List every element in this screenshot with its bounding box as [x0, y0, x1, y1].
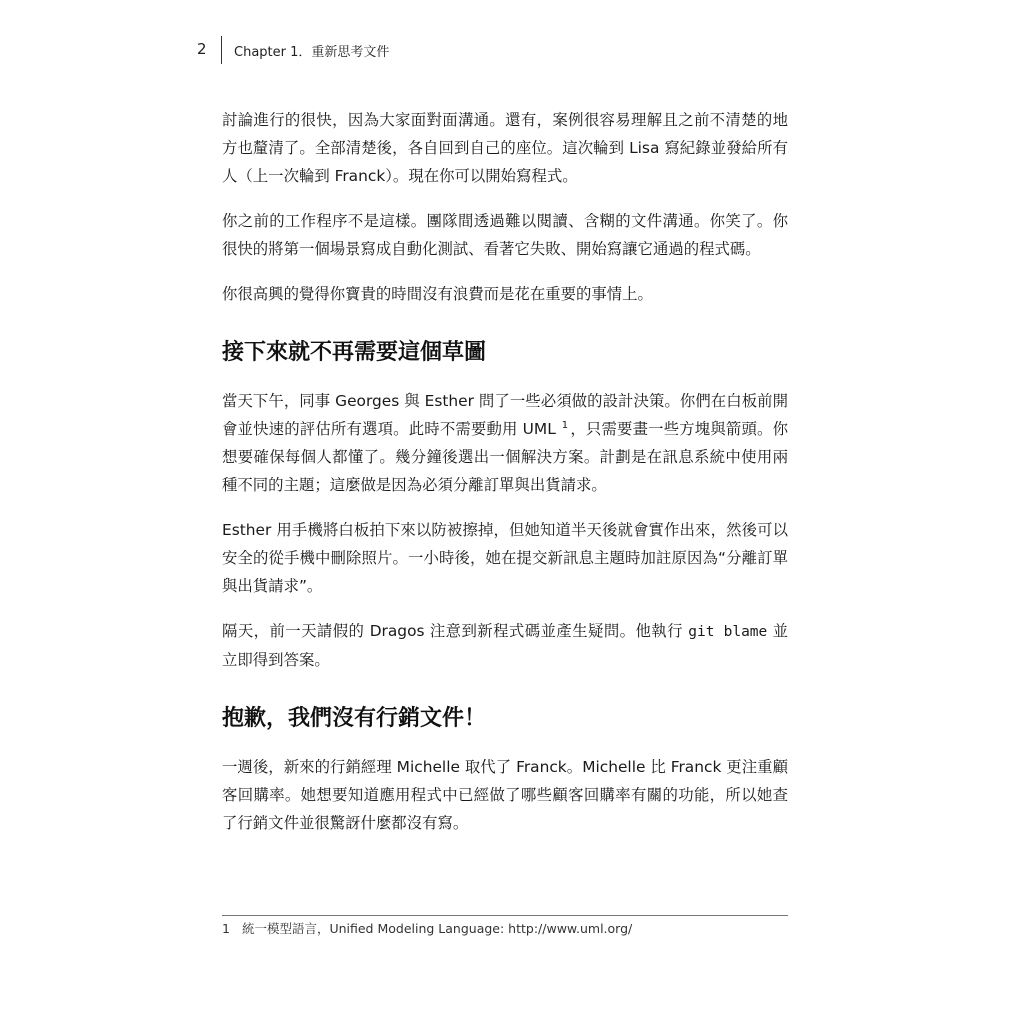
- paragraph-6: [222, 617, 788, 674]
- footnote-divider: [222, 915, 788, 916]
- paragraph-1: 討論進行的很快，因為大家面對面溝通。還有，案例很容易理解且之前不清楚的地方也釐清了。全部清楚後，各自回到自己的座位。這次輪到 Lisa 寫紀錄並發給所有人（上一次輪到 Franck）。現在你可以開始寫程式。: [222, 111, 788, 185]
- page-body: [222, 106, 788, 854]
- footnote-number: 1: [222, 921, 230, 936]
- paragraph-4-part-b: ，只需要畫一些方塊與箭頭。你想要確保每個人都懂了。幾分鐘後選出一個解決方案。計劃是在訊息系統中使用兩種不同的主題；這麼做是因為必須分離訂單與出貨請求。: [222, 420, 788, 494]
- paragraph-2: 你之前的工作程序不是這樣。團隊間透過難以閱讀、含糊的文件溝通。你笑了。你很快的將第一個場景寫成自動化測試、看著它失敗、開始寫讓它通過的程式碼。: [222, 212, 788, 258]
- running-head: Chapter 1．重新思考文件: [234, 45, 390, 60]
- inline-code: git blame: [688, 624, 768, 640]
- paragraph-7: 一週後，新來的行銷經理 Michelle 取代了 Franck。Michelle 比 Franck 更注重顧客回購率。她想要知道應用程式中已經做了哪些顧客回購率有關的功能，所以她查了行銷文件並很驚訝什麼都沒有寫。: [222, 758, 788, 832]
- paragraph-4-part-a: 當天下午，同事 Georges 與 Esther 問了一些必須做的設計決策。你們在白板前開會並快速的評估所有選項。此時不需要動用 UML: [222, 392, 788, 438]
- section-heading-1: 接下來就不再需要這個草圖: [222, 340, 487, 365]
- paragraph-6-part-a: 隔天，前一天請假的 Dragos 注意到新程式碼並產生疑問。他執行: [222, 622, 689, 640]
- paragraph-5: Esther 用手機將白板拍下來以防被擦掉，但她知道半天後就會實作出來，然後可以安全的從手機中刪除照片。一小時後，她在提交新訊息主題時加註原因為“分離訂單與出貨請求”。: [222, 521, 788, 595]
- paragraph-4: [222, 387, 788, 499]
- section-heading-2: 抱歉，我們沒有行銷文件！: [222, 706, 487, 731]
- header-divider: [221, 36, 222, 64]
- page-header: [0, 36, 1024, 66]
- paragraph-3: 你很高興的覺得你寶貴的時間沒有浪費而是花在重要的事情上。: [222, 285, 653, 303]
- page-number: 2: [197, 40, 207, 58]
- paragraph-6-part-b: 並立即得到答案。: [222, 622, 788, 669]
- footnote: [222, 919, 632, 937]
- footnote-reference[interactable]: 1: [561, 419, 569, 431]
- footnote-text[interactable]: 統一模型語言，Unified Modeling Language: http://www.uml.org/: [241, 921, 633, 936]
